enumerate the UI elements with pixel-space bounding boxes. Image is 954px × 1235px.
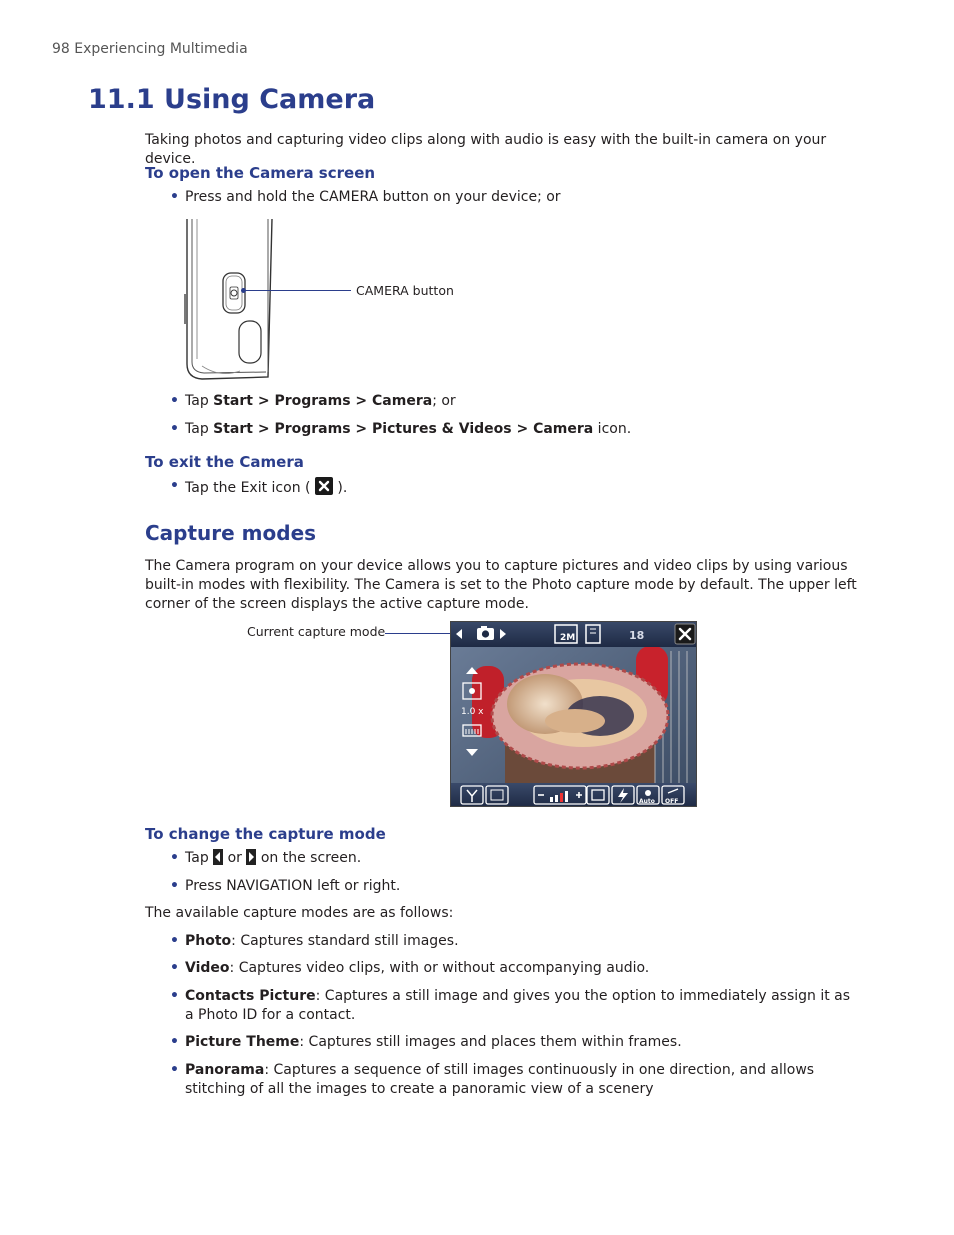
bullet-icon: • bbox=[170, 189, 179, 205]
bullet-icon: • bbox=[170, 1062, 179, 1078]
camera-button-callout: CAMERA button bbox=[356, 283, 454, 298]
intro-paragraph: Taking photos and capturing video clips along with audio is easy with the built-in camera on your device. bbox=[145, 132, 827, 167]
list-item bbox=[170, 1061, 860, 1099]
open-camera-heading: To open the Camera screen bbox=[145, 164, 376, 182]
photo-mode-icon bbox=[477, 626, 494, 640]
list-item bbox=[170, 1033, 860, 1052]
capture-modes-description: The Camera program on your device allows you to capture pictures and video clips by using various built-in modes with flexibility. The Camera is set to the Photo capture mode by default. The upper left corner of the screen displays the active capture mode. bbox=[145, 558, 857, 612]
bullet-text: Tap the Exit icon ( ). bbox=[185, 477, 860, 498]
bullet-icon: • bbox=[170, 988, 179, 1004]
resolution-label: 2M bbox=[560, 633, 576, 643]
list-item bbox=[170, 932, 860, 951]
list-item bbox=[170, 987, 860, 1025]
bullet-icon: • bbox=[170, 421, 179, 437]
device-side-illustration bbox=[180, 216, 280, 384]
bullet-text: Panorama: Captures a sequence of still images continuously in one direction, and allows stitching of all the images to create a panoramic view of a scenery bbox=[185, 1062, 815, 1097]
capture-modes-heading: Capture modes bbox=[145, 521, 317, 545]
chapter-title: 11.1 Using Camera bbox=[88, 84, 376, 115]
mode-left-arrow-icon bbox=[213, 849, 223, 865]
capture-mode-callout: Current capture mode bbox=[247, 624, 386, 639]
bullet-icon: • bbox=[170, 393, 179, 409]
bullet-text: Press and hold the CAMERA button on your device; or bbox=[185, 189, 561, 205]
bullet-icon: • bbox=[170, 933, 179, 949]
bullet-icon: • bbox=[170, 878, 179, 894]
remaining-shots-counter: 18 bbox=[629, 629, 645, 642]
bullet-icon: • bbox=[170, 1034, 179, 1050]
change-mode-heading: To change the capture mode bbox=[145, 825, 386, 843]
exit-icon bbox=[315, 477, 333, 495]
list-item bbox=[170, 877, 860, 896]
bullet-icon: • bbox=[170, 960, 179, 976]
bullet-text: Picture Theme: Captures still images and places them within frames. bbox=[185, 1034, 682, 1050]
zoom-level-label: 1.0 x bbox=[461, 707, 484, 717]
available-modes-intro: The available capture modes are as follows: bbox=[145, 905, 454, 921]
bullet-text: Tap Start > Programs > Camera; or bbox=[185, 393, 456, 409]
exit-camera-heading: To exit the Camera bbox=[145, 453, 304, 471]
bullet-icon: • bbox=[170, 850, 179, 866]
white-balance-label: Auto bbox=[639, 798, 655, 805]
camera-screen-screenshot bbox=[450, 621, 697, 807]
bullet-text: Press NAVIGATION left or right. bbox=[185, 878, 401, 894]
list-item bbox=[170, 420, 860, 439]
bullet-text: Contacts Picture: Captures a still image and gives you the option to immediately assign it as a Photo ID for a contact. bbox=[185, 988, 851, 1023]
list-item bbox=[170, 188, 860, 207]
bullet-icon: • bbox=[170, 478, 179, 494]
list-item bbox=[170, 959, 860, 978]
bullet-text: Photo: Captures standard still images. bbox=[185, 933, 459, 949]
bullet-text: Video: Captures video clips, with or without accompanying audio. bbox=[185, 960, 650, 976]
callout-line bbox=[243, 290, 351, 291]
list-item bbox=[170, 477, 860, 498]
list-item bbox=[170, 849, 860, 868]
callout-dot bbox=[241, 288, 246, 293]
bullet-text: Tap or on the screen. bbox=[185, 850, 362, 866]
callout-line bbox=[385, 633, 455, 634]
bullet-text: Tap Start > Programs > Pictures & Videos > Camera icon. bbox=[185, 421, 632, 437]
mode-right-arrow-icon bbox=[246, 849, 256, 865]
list-item bbox=[170, 392, 860, 411]
running-head: 98 Experiencing Multimedia bbox=[52, 41, 248, 57]
self-timer-label: OFF bbox=[665, 798, 679, 805]
